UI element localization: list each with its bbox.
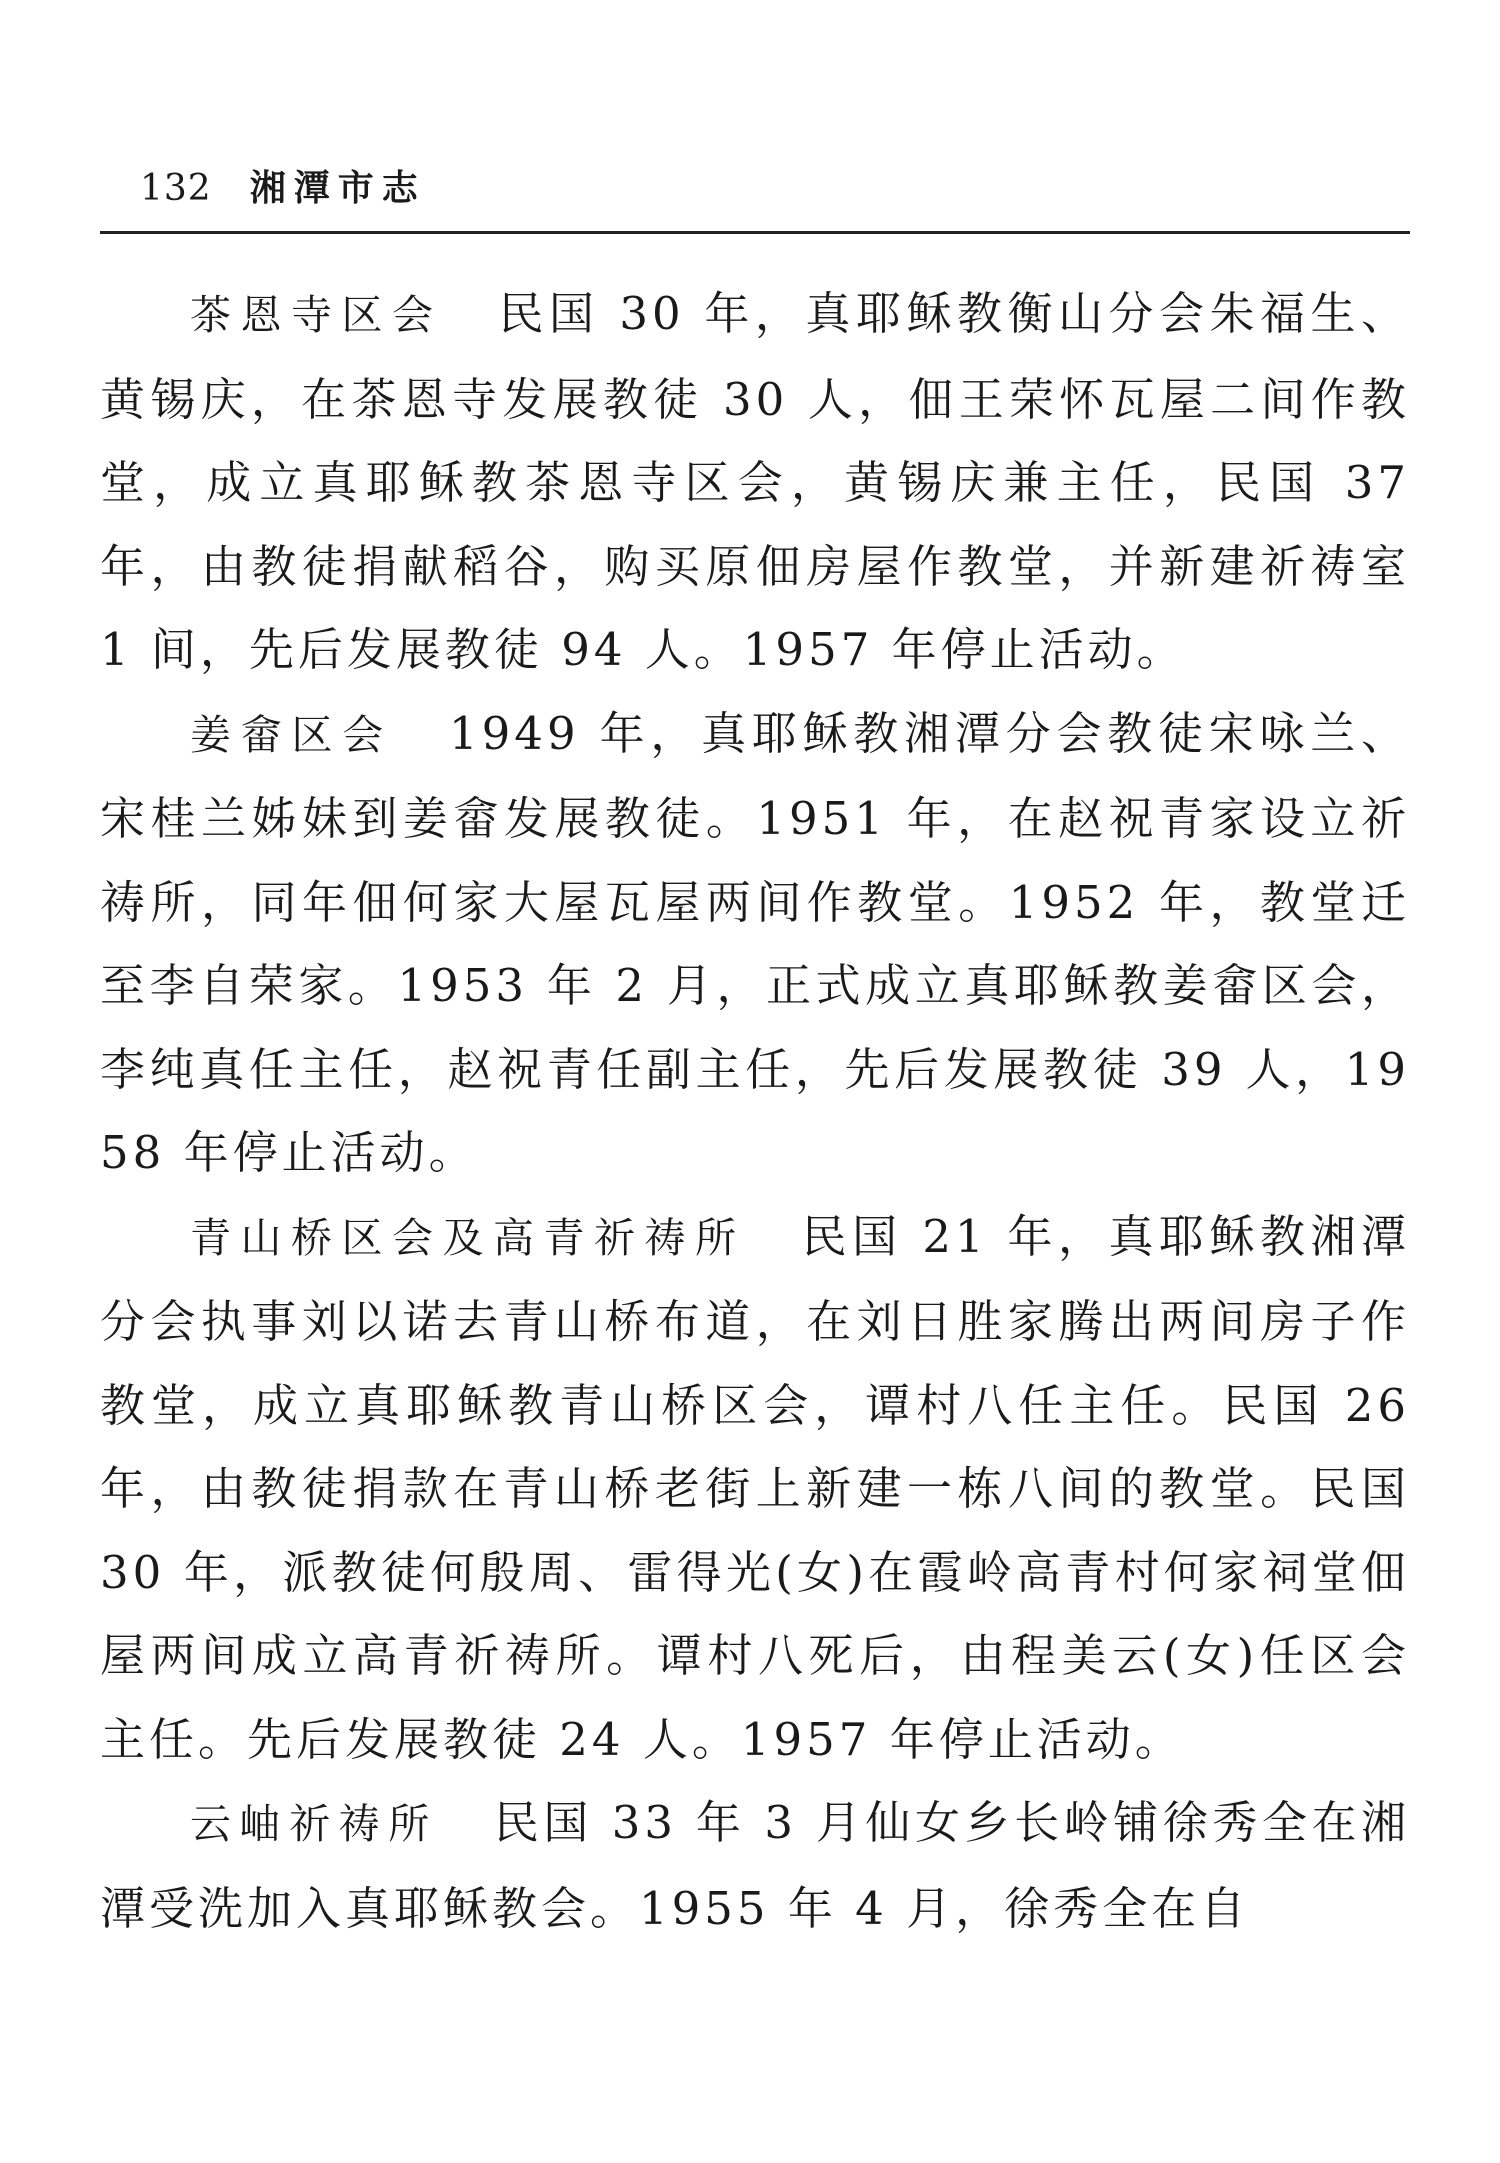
entry-text: 1949 年，真耶稣教湘潭分会教徒宋咏兰、宋桂兰姊妹到姜畲发展教徒。1951 年，在赵祝青家设立祈祷所，同年佃何家大屋瓦屋两间作教堂。1952 年，教堂迁至李自荣家。1953 年 2 月，正式成立真耶稣教姜畲区会，李纯真任主任，赵祝青任副主任，先后发展教徒 39 人，1958 年停止活动。 (100, 706, 1411, 1179)
page-number: 132 (140, 168, 212, 209)
entry-text: 民国 30 年，真耶稣教衡山分会朱福生、黄锡庆，在茶恩寺发展教徒 30 人，佃王荣怀瓦屋二间作教堂，成立真耶稣教茶恩寺区会，黄锡庆兼主任，民国 37 年，由教徒捐献稻谷，购买原佃房屋作教堂，并新建祈祷室 1 间，先后发展教徒 94 人。1957 年停止活动。 (100, 287, 1410, 676)
entry-jiangshe (100, 692, 1410, 1195)
entry-heading: 姜畲区会 (190, 710, 394, 759)
entry-qingshanqiao (100, 1195, 1410, 1782)
running-head (140, 160, 426, 220)
entry-text: 民国 21 年，真耶稣教湘潭分会执事刘以诺去青山桥布道，在刘日胜家腾出两间房子作教堂，成立真耶稣教青山桥区会，谭村八任主任。民国 26 年，由教徒捐款在青山桥老街上新建一栋八间的教堂。民国 30 年，派教徒何殷周、雷得光(女)在霞岭高青村何家祠堂佃屋两间成立高青祈祷所。谭村八死后，由程美云(女)任区会主任。先后发展教徒 24 人。1957 年停止活动。 (100, 1209, 1410, 1766)
header-rule (100, 231, 1410, 234)
entry-heading: 茶恩寺区会 (190, 291, 443, 339)
entry-yunxiu (100, 1781, 1410, 1950)
entry-heading: 青山桥区会及高青祈祷所 (190, 1213, 746, 1262)
entry-text: 民国 33 年 3 月仙女乡长岭铺徐秀全在湘潭受洗加入真耶稣教会。1955 年 4 月，徐秀全在自 (100, 1796, 1411, 1935)
body-text (100, 272, 1410, 1950)
book-title: 湘潭市志 (249, 168, 426, 209)
entry-chaensi (100, 272, 1410, 692)
entry-heading: 云岫祈祷所 (190, 1800, 438, 1848)
